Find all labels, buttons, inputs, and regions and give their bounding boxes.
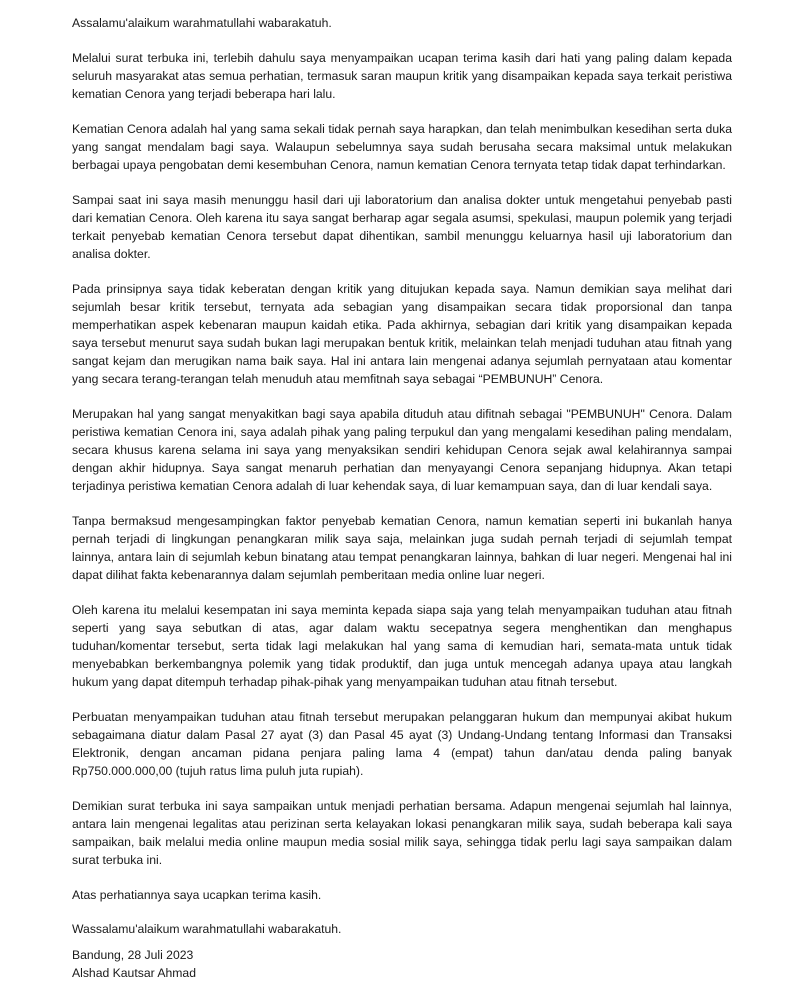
place-date: Bandung, 28 Juli 2023 — [72, 948, 194, 962]
thanks-line: Atas perhatiannya saya ucapkan terima kasih. — [72, 888, 322, 902]
signer-name: Alshad Kautsar Ahmad — [72, 966, 196, 980]
paragraph-conclusion: Demikian surat terbuka ini saya sampaikan untuk menjadi perhatian bersama. Adapun mengenai sejumlah hal lainnya, antara lain mengenai legalitas atau perizinan serta kelayakan lokasi penangkaran milik saya, sudah beberapa kali saya sampaikan, baik melalui media online maupun media sosial milik saya, sehingga tidak perlu lagi saya sampaikan dalam surat terbuka ini. — [72, 799, 732, 867]
paragraph-death-grief: Kematian Cenora adalah hal yang sama sekali tidak pernah saya harapkan, dan telah menimbulkan kesedihan serta duka yang sangat mendalam bagi saya. Walaupun sebelumnya saya sudah berusaha secara maksimal untuk melakukan berbagai upaya pengobatan demi kesembuhan Cenora, namun kematian Cenora ternyata tetap tidak dapat terhindarkan. — [72, 122, 732, 172]
paragraph-thanks-public: Melalui surat terbuka ini, terlebih dahulu saya menyampaikan ucapan terima kasih dari hati yang paling dalam kepada seluruh masyarakat atas semua perhatian, termasuk saran maupun kritik yang disampaikan kepada saya terkait peristiwa kematian Cenora yang terjadi beberapa hari lalu. — [72, 51, 732, 101]
paragraph-criticism: Pada prinsipnya saya tidak keberatan dengan kritik yang ditujukan kepada saya. Namun demikian saya melihat dari sejumlah besar kritik tersebut, ternyata ada sebagian yang disampaikan secara tidak proporsional dan tanpa memperhatikan aspek kebenaran maupun kaidah etika. Pada akhirnya, sebagian dari kritik yang disampaikan kepada saya tersebut menurut saya sudah bukan lagi merupakan bentuk kritik, melainkan telah menjadi tuduhan atau fitnah yang sangat kejam dan merugikan nama baik saya. Hal ini antara lain mengenai adanya sejumlah pernyataan atau komentar yang secara terang-terangan telah menuduh atau memfitnah saya sebagai “PEMBUNUH” Cenora. — [72, 282, 732, 386]
paragraph-request: Oleh karena itu melalui kesempatan ini saya meminta kepada siapa saja yang telah menyampaikan tuduhan atau fitnah seperti yang saya sebutkan di atas, agar dalam waktu secepatnya segera menghentikan dan menghapus tuduhan/komentar tersebut, serta tidak lagi melakukan hal yang sama di kemudian hari, semata-mata untuk tidak menyebabkan berkembangnya polemik yang tidak produktif, dan juga untuk mencegah adanya upaya atau langkah hukum yang dapat ditempuh terhadap pihak-pihak yang menyampaikan tuduhan atau fitnah tersebut. — [72, 603, 732, 689]
paragraph-lab-results: Sampai saat ini saya masih menunggu hasil dari uji laboratorium dan analisa dokter untuk mengetahui penyebab pasti dari kematian Cenora. Oleh karena itu saya sangat berharap agar segala asumsi, spekulasi, maupun polemik yang terjadi terkait penyebab kematian Cenora tersebut dapat dihentikan, sambil menunggu keluarnya hasil uji laboratorium dan analisa dokter. — [72, 193, 732, 261]
signature-block — [72, 946, 196, 982]
opening-greeting: Assalamu'alaikum warahmatullahi wabarakatuh. — [72, 16, 332, 30]
paragraph-accusation: Merupakan hal yang sangat menyakitkan bagi saya apabila dituduh atau difitnah sebagai "PEMBUNUH" Cenora. Dalam peristiwa kematian Cenora ini, saya adalah pihak yang paling terpukul dan yang mengalami kesedihan paling mendalam, secara khusus karena selama ini saya yang menyaksikan sendiri kehidupan Cenora sejak awal kelahirannya sampai dengan akhir hidupnya. Saya sangat menaruh perhatian dan menyayangi Cenora sepanjang hidupnya. Akan tetapi terjadinya peristiwa kematian Cenora adalah di luar kehendak saya, di luar kemampuan saya, dan di luar kendali saya. — [72, 407, 732, 493]
closing-greeting: Wassalamu'alaikum warahmatullahi wabarakatuh. — [72, 922, 342, 936]
paragraph-other-cases: Tanpa bermaksud mengesampingkan faktor penyebab kematian Cenora, namun kematian seperti ini bukanlah hanya pernah terjadi di lingkungan penangkaran milik saya saja, melainkan juga sudah pernah terjadi di sejumlah tempat lainnya, antara lain di sejumlah kebun binatang atau tempat penangkaran lainnya, bahkan di luar negeri. Mengenai hal ini dapat dilihat fakta kebenarannya dalam sejumlah pemberitaan media online luar negeri. — [72, 514, 732, 582]
paragraph-legal-consequence: Perbuatan menyampaikan tuduhan atau fitnah tersebut merupakan pelanggaran hukum dan mempunyai akibat hukum sebagaimana diatur dalam Pasal 27 ayat (3) dan Pasal 45 ayat (3) Undang-Undang tentang Informasi dan Transaksi Elektronik, dengan ancaman pidana penjara paling lama 4 (empat) tahun dan/atau denda paling banyak Rp750.000.000,00 (tujuh ratus lima puluh juta rupiah). — [72, 710, 732, 778]
